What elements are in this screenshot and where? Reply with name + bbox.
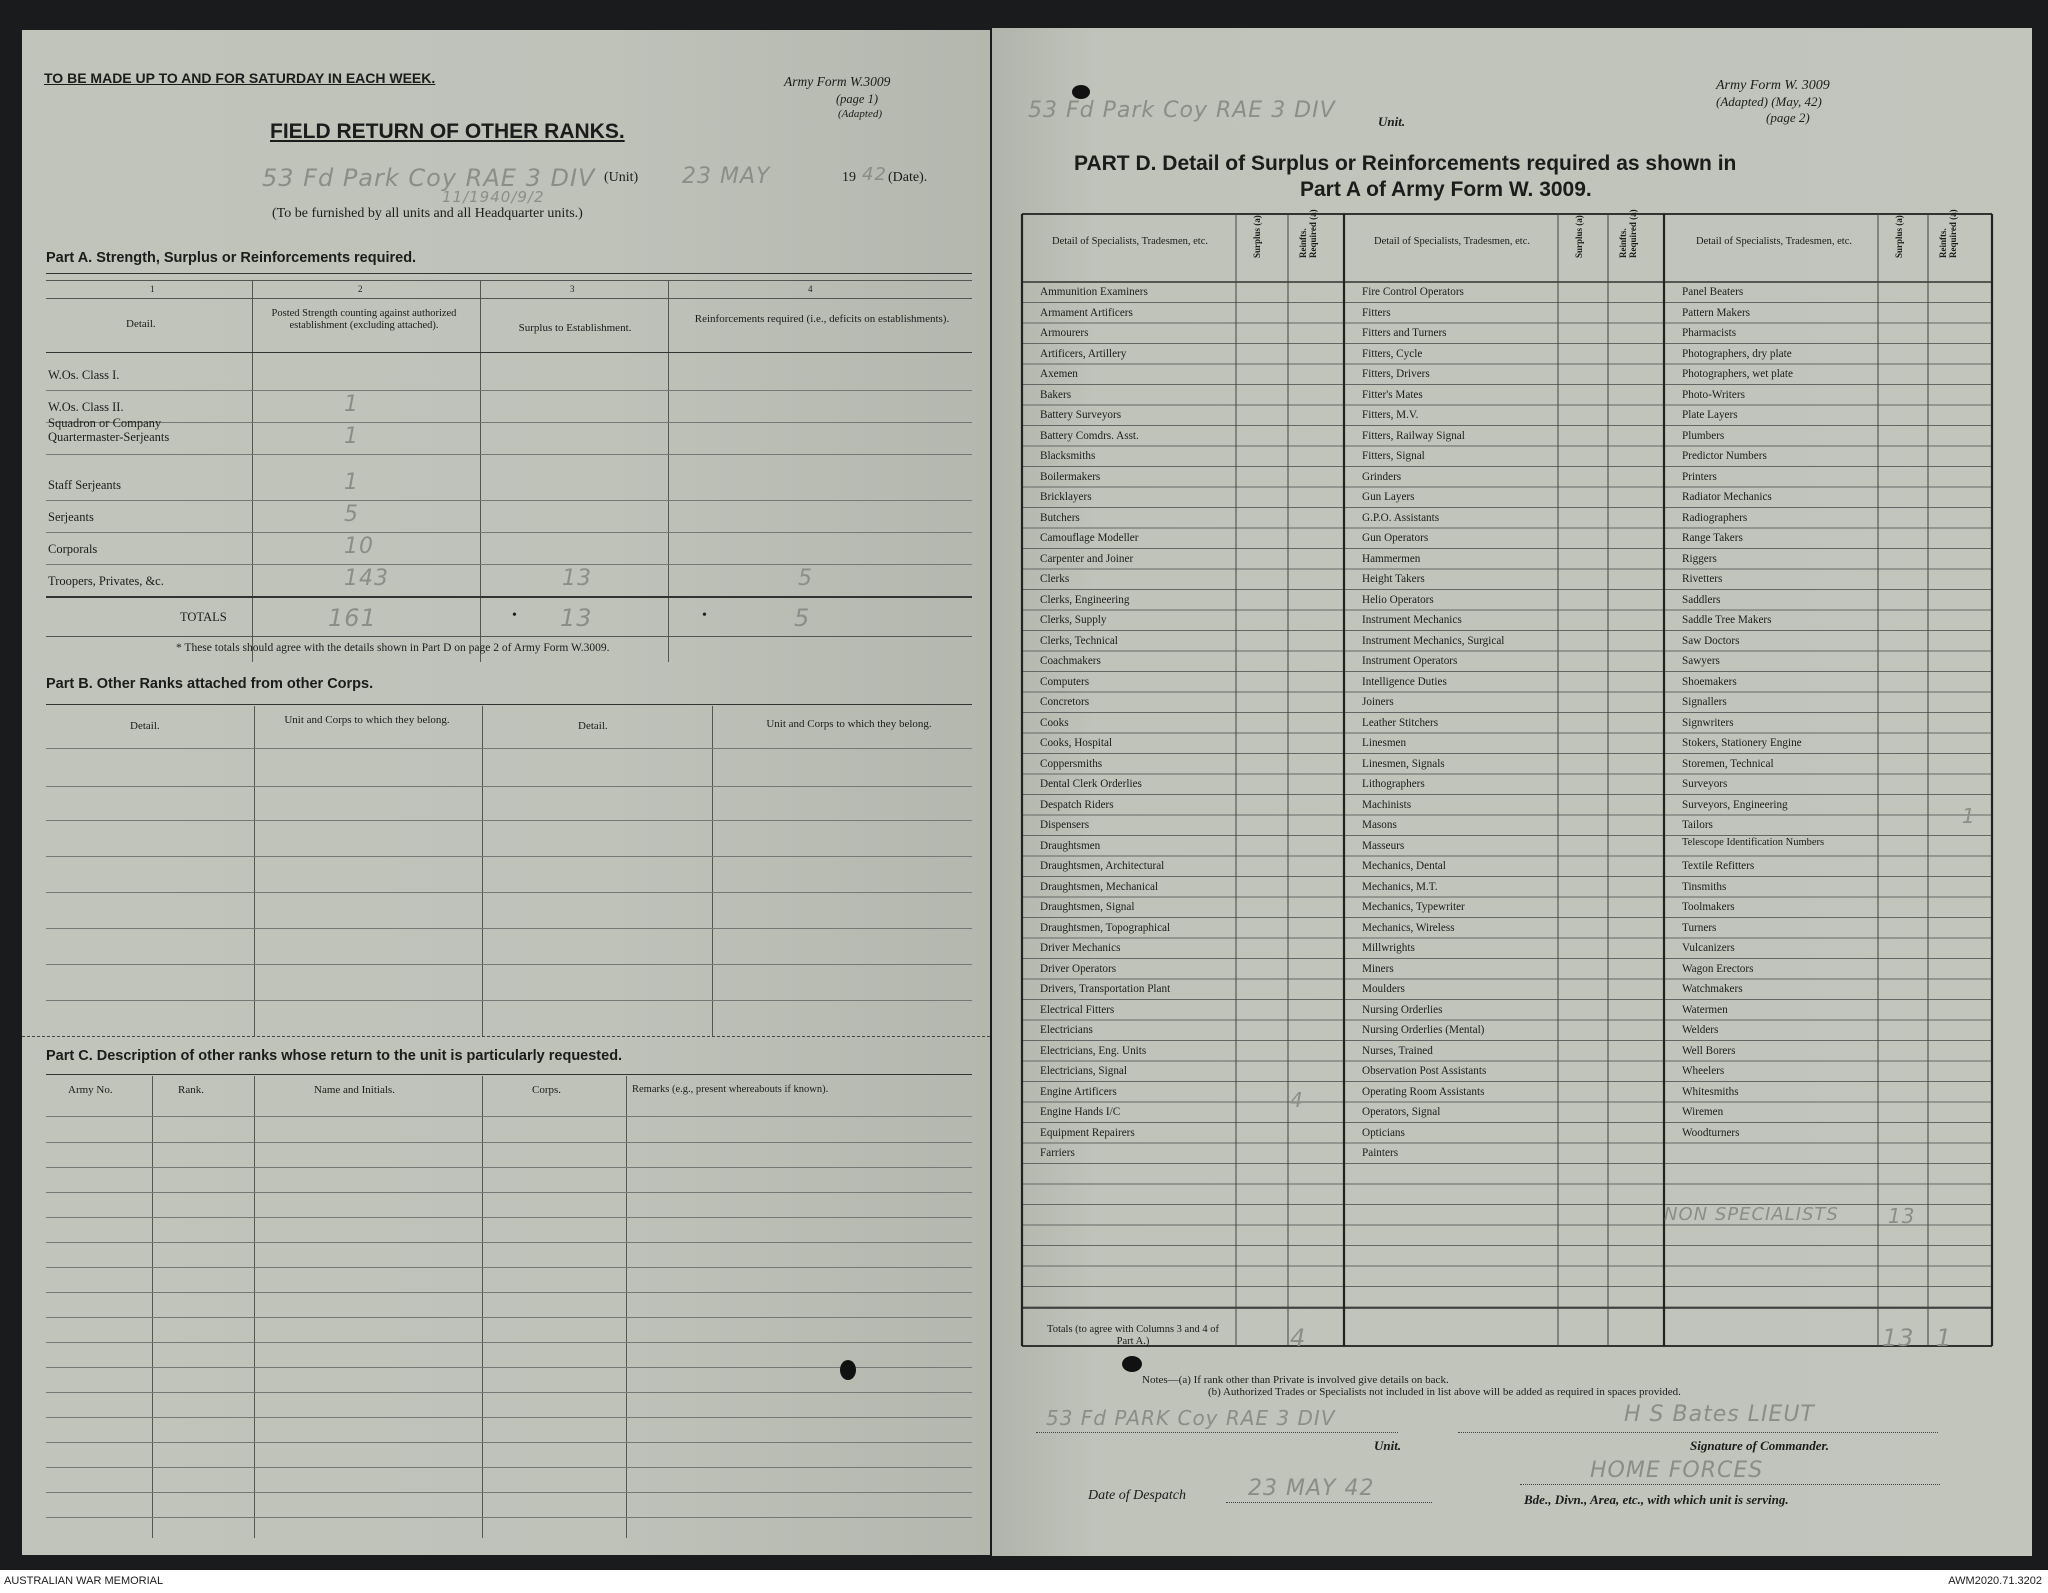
part-d-item-label: Stokers, Stationery Engine [1682, 737, 1802, 749]
part-d-item-label: Electrical Fitters [1040, 1003, 1115, 1016]
signature-label: Signature of Commander. [1690, 1438, 1830, 1453]
part-a-row-detail: Staff Serjeants [48, 478, 122, 492]
col-num-3: 3 [570, 284, 575, 294]
part-d-item-label: Masseurs [1362, 839, 1405, 852]
part-d-item-label: Fitters, Railway Signal [1362, 429, 1465, 442]
part-d-item-label: Camouflage Modeller [1040, 532, 1139, 544]
part-a-row-rule [46, 564, 972, 565]
part-d-totals-reinf-1: 4 [1290, 1324, 1307, 1352]
part-d-item-label: Moulders [1362, 983, 1405, 995]
part-d-item-label: Tinsmiths [1682, 880, 1727, 893]
part-d-item-label: Coppersmiths [1040, 757, 1103, 770]
part-d-item-label: Equipment Repairers [1040, 1126, 1135, 1139]
col-num-4: 4 [808, 284, 813, 294]
non-specialists-surplus: 13 [1888, 1204, 1916, 1228]
part-a-row-detail: W.Os. Class I. [48, 368, 120, 382]
part-a-top-rule-2 [46, 280, 972, 281]
signature-handwriting: H S Bates LIEUT [1624, 1402, 1815, 1427]
part-a-heading: Part A. Strength, Surplus or Reinforcements required. [46, 250, 417, 266]
part-a-row-reinf: 5 [798, 566, 813, 591]
part-d-item-label: Pattern Makers [1682, 306, 1751, 319]
date-handwriting: 23 MAY [682, 164, 771, 189]
part-d-item-label: Machinists [1362, 798, 1412, 811]
part-c-header-name: Name and Initials. [314, 1084, 395, 1096]
part-d-item-label: Watchmakers [1682, 983, 1743, 995]
part-a-row-posted: 1 [344, 424, 359, 449]
form-ref-right-3: (page 2) [1766, 110, 1810, 125]
part-d-item-label: Butchers [1040, 511, 1080, 524]
part-c-ruled-line [46, 1342, 972, 1343]
part-d-item-label: Plumbers [1682, 429, 1725, 442]
part-d-item-label: Whitesmiths [1682, 1085, 1739, 1098]
part-d-totals-label: Totals (to agree with Columns 3 and 4 of Part A.) [1047, 1324, 1219, 1347]
part-d-item-label: Instrument Mechanics [1362, 614, 1462, 626]
part-d-item-label: Clerks, Engineering [1040, 593, 1130, 606]
part-d-item-label: Cooks [1040, 716, 1069, 729]
page-title: FIELD RETURN OF OTHER RANKS. [270, 120, 625, 143]
part-d-item-label: Clerks [1040, 573, 1070, 585]
part-d-item-label: Drivers, Transportation Plant [1040, 983, 1171, 995]
part-a-row-posted: 10 [344, 534, 374, 559]
engine-artificers-reinf: 4 [1290, 1088, 1304, 1112]
part-a-row-detail: Squadron or Company Quartermaster-Serjeants [48, 416, 170, 444]
form-ref-line3: (Adapted) [838, 108, 882, 120]
part-d-item-label: Welders [1682, 1024, 1719, 1036]
part-a-row-posted: 5 [344, 502, 359, 527]
unit-handwriting-right: 53 Fd Park Coy RAE 3 DIV [1028, 98, 1336, 123]
part-d-header-surplus: Surplus (a) [1252, 215, 1262, 258]
stamp-handwriting: 11/1940/9/2 [442, 188, 545, 206]
part-d-item-label: Mechanics, Dental [1362, 860, 1446, 872]
part-d-header-surplus: Surplus (a) [1894, 215, 1904, 258]
part-d-item-label: Cooks, Hospital [1040, 737, 1113, 749]
part-a-row-detail: Corporals [48, 542, 98, 556]
notes-b: (b) Authorized Trades or Specialists not included in list above will be added as required in spaces provided. [1208, 1386, 1681, 1398]
year-prefix: 19 [842, 170, 856, 185]
part-a-top-rule [46, 273, 972, 274]
part-a-row-rule [46, 390, 972, 391]
top-instruction: TO BE MADE UP TO AND FOR SATURDAY IN EACH WEEK. [44, 70, 436, 86]
part-c-vline-3 [482, 1076, 483, 1538]
unit-label-right: Unit. [1378, 114, 1406, 129]
part-d-item-label: Boilermakers [1040, 470, 1101, 483]
part-d-item-label: Mechanics, M.T. [1362, 880, 1438, 893]
signature-line [1458, 1432, 1938, 1433]
part-d-item-label: Draughtsmen, Mechanical [1040, 880, 1159, 893]
part-d-item-label: Fitters, M.V. [1362, 409, 1419, 421]
unit-label: (Unit) [604, 170, 639, 185]
part-b-ruled-line [46, 820, 972, 821]
part-a-row-detail: Serjeants [48, 510, 94, 524]
part-c-top-rule [46, 1074, 972, 1075]
part-d-header-detail-3: Detail of Specialists, Tradesmen, etc. [1695, 236, 1852, 247]
part-d-item-label: Fitters [1362, 306, 1391, 319]
part-c-vline-1 [152, 1076, 153, 1538]
part-d-item-label: Linesmen, Signals [1362, 757, 1445, 770]
part-d-item-label: Photo-Writers [1682, 388, 1745, 401]
part-c-ruled-line [46, 1217, 972, 1218]
part-d-item-label: Electricians, Signal [1040, 1065, 1127, 1077]
part-d-item-label: Sawyers [1682, 655, 1720, 667]
part-d-item-label: Bricklayers [1040, 491, 1092, 503]
part-b-vline-2 [482, 706, 483, 1036]
part-d-item-label: Photographers, wet plate [1682, 368, 1793, 380]
part-a-row-rule [46, 500, 972, 501]
form-ref-right-2: (Adapted) (May, 42) [1716, 94, 1822, 109]
part-d-item-label: Toolmakers [1682, 901, 1735, 913]
part-d-item-label: Operators, Signal [1362, 1106, 1441, 1118]
part-d-item-label: Woodturners [1682, 1126, 1740, 1139]
part-a-totals-top [46, 596, 972, 598]
part-c-ruled-line [46, 1267, 972, 1268]
date-label: (Date). [888, 170, 928, 185]
part-d-item-label: Draughtsmen, Topographical [1040, 921, 1171, 934]
part-d-item-label: Hammermen [1362, 552, 1421, 565]
part-d-item-label: Draughtsmen, Architectural [1040, 860, 1165, 872]
part-d-item-label: Engine Hands I/C [1040, 1106, 1121, 1118]
part-c-ruled-line [46, 1242, 972, 1243]
part-d-item-label: Range Takers [1682, 532, 1743, 544]
part-d-item-label: Saddle Tree Makers [1682, 614, 1772, 626]
part-c-ruled-line [46, 1116, 972, 1117]
part-d-item-label: Dental Clerk Orderlies [1040, 778, 1142, 790]
part-d-item-label: Gun Operators [1362, 532, 1429, 544]
totals-reinf-star: • [702, 608, 707, 623]
despatch-line [1226, 1502, 1432, 1503]
part-d-item-label: Wagon Erectors [1682, 962, 1754, 975]
part-d-item-label: Height Takers [1362, 573, 1425, 585]
part-a-header-surplus: Surplus to Establishment. [518, 322, 632, 334]
part-d-item-label: Operating Room Assistants [1362, 1085, 1485, 1098]
part-d-totals-reinf-3: 1 [1936, 1324, 1953, 1352]
part-d-header-surplus: Surplus (a) [1574, 215, 1584, 258]
part-d-item-label: Mechanics, Typewriter [1362, 901, 1465, 913]
part-d-item-label: Rivetters [1682, 573, 1723, 585]
totals-surplus: 13 [560, 604, 593, 632]
part-d-item-label: Wheelers [1682, 1065, 1725, 1077]
part-d-item-label: Shoemakers [1682, 675, 1737, 688]
right-page [992, 28, 2032, 1556]
part-d-item-label: Storemen, Technical [1682, 757, 1774, 770]
part-d-item-label: Turners [1682, 921, 1717, 934]
despatch-handwriting: 23 MAY 42 [1248, 1476, 1375, 1501]
part-d-item-label: Despatch Riders [1040, 798, 1114, 811]
part-b-header-4: Unit and Corps to which they belong. [766, 718, 932, 730]
part-d-item-label: Painters [1362, 1147, 1399, 1159]
part-d-item-label: Surveyors [1682, 778, 1728, 790]
part-c-ruled-line [46, 1317, 972, 1318]
part-d-item-label: Fitter's Mates [1362, 388, 1423, 401]
part-c-ruled-line [46, 1467, 972, 1468]
part-b-heading: Part B. Other Ranks attached from other Corps. [46, 676, 374, 692]
part-d-item-label: Nursing Orderlies (Mental) [1362, 1024, 1485, 1036]
part-d-item-label: Concretors [1040, 696, 1090, 708]
part-d-item-label: Draughtsmen [1040, 839, 1101, 852]
part-d-item-label: Clerks, Technical [1040, 634, 1118, 647]
part-d-item-label: Nurses, Trained [1362, 1044, 1433, 1057]
part-c-vline-2 [254, 1076, 255, 1538]
part-d-item-label: Driver Operators [1040, 962, 1117, 975]
part-b-ruled-line [46, 964, 972, 965]
caption-right: AWM2020.71.3202 [1948, 1575, 2042, 1587]
signature-unit-handwriting: 53 Fd PARK Coy RAE 3 DIV [1046, 1406, 1336, 1430]
part-d-totals-surplus-3: 13 [1882, 1324, 1915, 1352]
part-c-header-army-no: Army No. [68, 1084, 113, 1096]
part-d-item-label: Ammunition Examiners [1040, 286, 1148, 298]
part-d-item-label: Masons [1362, 819, 1397, 831]
ink-blot-left [840, 1360, 856, 1380]
part-d-item-label: Mechanics, Wireless [1362, 921, 1455, 934]
part-d-item-label: Saddlers [1682, 593, 1721, 606]
part-d-item-label: Printers [1682, 470, 1717, 483]
part-d-item-label: Fire Control Operators [1362, 286, 1464, 298]
part-a-row-detail: W.Os. Class II. [48, 400, 124, 414]
part-b-header-2: Unit and Corps to which they belong. [284, 714, 450, 726]
part-a-vline-1 [252, 280, 253, 662]
part-b-header-3: Detail. [578, 720, 608, 732]
part-b-vline-3 [712, 706, 713, 1036]
part-b-top-rule [46, 704, 972, 705]
form-ref-line2: (page 1) [836, 92, 878, 106]
part-d-item-label: Artificers, Artillery [1040, 347, 1127, 360]
part-c-header-corps: Corps. [532, 1084, 562, 1096]
part-c-ruled-line [46, 1367, 972, 1368]
part-d-item-label: Draughtsmen, Signal [1040, 901, 1135, 913]
perforation-line [22, 1036, 990, 1037]
part-d-item-label: Textile Refitters [1682, 860, 1755, 872]
part-c-ruled-line [46, 1192, 972, 1193]
part-a-header-rule [46, 298, 972, 299]
part-d-title-line2: Part A of Army Form W. 3009. [1300, 178, 1592, 201]
part-d-item-label: Photographers, dry plate [1682, 347, 1792, 360]
part-d-item-label: Riggers [1682, 552, 1717, 565]
surveyors-eng-reinf: 1 [1962, 804, 1976, 828]
part-d-item-label: Pharmacists [1682, 327, 1737, 339]
archive-caption [0, 1571, 2048, 1593]
part-d-item-label: Bakers [1040, 388, 1072, 401]
part-a-row-rule [46, 454, 972, 455]
part-a-row-detail: Troopers, Privates, &c. [48, 574, 164, 588]
part-a-header-detail: Detail. [126, 318, 156, 330]
part-d-item-label: Clerks, Supply [1040, 614, 1107, 626]
part-d-item-label: Leather Stitchers [1362, 716, 1439, 729]
signature-unit-label: Unit. [1374, 1438, 1402, 1453]
part-d-item-label: Armourers [1040, 327, 1089, 339]
part-d-item-label: Telescope Identification Numbers [1682, 836, 1825, 848]
part-d-item-label: Carpenter and Joiner [1040, 552, 1134, 565]
part-d-item-label: Vulcanizers [1682, 942, 1735, 954]
part-a-row-surplus: 13 [562, 566, 592, 591]
part-d-item-label: Blacksmiths [1040, 450, 1096, 462]
part-d-item-label: Electricians, Eng. Units [1040, 1044, 1147, 1057]
part-d-item-label: Electricians [1040, 1024, 1093, 1036]
part-a-vline-2 [480, 280, 481, 662]
part-d-item-label: Radiator Mechanics [1682, 491, 1772, 503]
col-num-2: 2 [358, 284, 363, 294]
part-d-item-label: Nursing Orderlies [1362, 1003, 1443, 1016]
part-d-item-label: Saw Doctors [1682, 634, 1740, 647]
part-a-vline-3 [668, 280, 669, 662]
part-d-item-label: Radiographers [1682, 511, 1748, 524]
part-b-ruled-line [46, 1000, 972, 1001]
part-d-header-reinf: Reinfts. Required (a) [1618, 209, 1638, 258]
part-a-header-posted: Posted Strength counting against authorized establishment (excluding attached). [271, 308, 457, 331]
form-ref-right-1: Army Form W. 3009 [1716, 78, 1830, 93]
area-handwriting: HOME FORCES [1590, 1458, 1764, 1483]
left-page [22, 30, 990, 1555]
part-b-ruled-line [46, 786, 972, 787]
part-d-item-label: Battery Surveyors [1040, 409, 1122, 421]
part-d-item-label: Fitters, Drivers [1362, 368, 1430, 380]
part-d-item-label: Dispensers [1040, 819, 1090, 831]
part-c-ruled-line [46, 1517, 972, 1518]
part-d-item-label: Predictor Numbers [1682, 450, 1767, 462]
part-d-item-label: Instrument Operators [1362, 655, 1458, 667]
part-c-ruled-line [46, 1492, 972, 1493]
part-d-item-label: Panel Beaters [1682, 286, 1744, 298]
part-d-header-reinf: Reinfts. Required (a) [1298, 209, 1318, 258]
area-label: Bde., Divn., Area, etc., with which unit is serving. [1524, 1492, 1789, 1507]
part-c-header-remarks: Remarks (e.g., present whereabouts if known). [632, 1084, 829, 1095]
part-d-item-label: Battery Comdrs. Asst. [1040, 429, 1139, 442]
part-d-item-label: Millwrights [1362, 942, 1415, 954]
part-d-item-label: Tailors [1682, 819, 1713, 831]
part-c-ruled-line [46, 1167, 972, 1168]
part-d-item-label: Instrument Mechanics, Surgical [1362, 634, 1505, 647]
part-d-item-label: Miners [1362, 962, 1394, 975]
part-b-ruled-line [46, 928, 972, 929]
part-a-footnote: * These totals should agree with the details shown in Part D on page 2 of Army Form W.3009. [176, 642, 610, 654]
part-c-ruled-line [46, 1142, 972, 1143]
part-d-header-detail-1: Detail of Specialists, Tradesmen, etc. [1051, 236, 1208, 247]
part-d-item-label: Linesmen [1362, 737, 1407, 749]
part-d-item-label: Observation Post Assistants [1362, 1065, 1487, 1077]
part-c-vline-4 [626, 1076, 627, 1538]
part-d-item-label: Wiremen [1682, 1106, 1724, 1118]
part-d-item-label: Helio Operators [1362, 593, 1434, 606]
part-d-item-label: Fitters and Turners [1362, 327, 1447, 339]
part-b-ruled-line [46, 856, 972, 857]
part-d-item-label: Farriers [1040, 1147, 1075, 1159]
totals-surplus-star: • [512, 608, 517, 623]
part-b-ruled-line [46, 892, 972, 893]
part-d-header-detail-2: Detail of Specialists, Tradesmen, etc. [1373, 236, 1530, 247]
part-a-row-rule [46, 532, 972, 533]
part-d-item-label: Engine Artificers [1040, 1085, 1117, 1098]
part-d-item-label: Signallers [1682, 696, 1727, 708]
part-a-header-bottom [46, 352, 972, 353]
part-a-totals-bottom [46, 636, 972, 637]
part-d-header-reinf: Reinfts. Required (a) [1938, 209, 1958, 258]
part-d-item-label: Computers [1040, 675, 1090, 688]
part-b-vline-1 [254, 706, 255, 1036]
caption-left: AUSTRALIAN WAR MEMORIAL [4, 1575, 164, 1587]
part-d-item-label: Signwriters [1682, 716, 1734, 729]
totals-posted: 161 [328, 604, 377, 632]
furnish-note: (To be furnished by all units and all Headquarter units.) [272, 206, 583, 221]
area-line [1520, 1484, 1940, 1485]
col-num-1: 1 [150, 284, 155, 294]
part-c-ruled-line [46, 1392, 972, 1393]
part-d-item-label: Opticians [1362, 1126, 1405, 1139]
part-d-item-label: Lithographers [1362, 778, 1425, 790]
part-b-ruled-line [46, 748, 972, 749]
part-d-item-label: Surveyors, Engineering [1682, 798, 1788, 811]
part-d-item-label: Coachmakers [1040, 655, 1101, 667]
year-handwriting: 42 [862, 164, 887, 185]
part-a-row-posted: 143 [344, 566, 389, 591]
part-d-item-label: Driver Mechanics [1040, 942, 1121, 954]
notes-a: Notes—(a) If rank other than Private is involved give details on back. [1142, 1374, 1449, 1386]
part-d-item-label: G.P.O. Assistants [1362, 511, 1440, 524]
ink-blot-right [1122, 1356, 1142, 1372]
part-d-item-label: Axemen [1040, 368, 1078, 380]
part-d-item-label: Joiners [1362, 696, 1394, 708]
part-d-item-label: Grinders [1362, 470, 1402, 483]
part-d-item-label: Armament Artificers [1040, 306, 1133, 319]
part-c-header-rank: Rank. [178, 1084, 204, 1096]
part-d-item-label: Fitters, Cycle [1362, 347, 1423, 360]
part-c-ruled-line [46, 1442, 972, 1443]
form-ref-line1: Army Form W.3009 [784, 74, 891, 89]
part-d-item-label: Gun Layers [1362, 491, 1415, 503]
part-a-row-posted: 1 [344, 392, 359, 417]
non-specialists-label: NON SPECIALISTS [1664, 1204, 1839, 1225]
unit-handwriting: 53 Fd Park Coy RAE 3 DIV [262, 164, 596, 192]
part-a-row-posted: 1 [344, 470, 359, 495]
part-d-item-label: Watermen [1682, 1003, 1728, 1016]
part-d-item-label: Plate Layers [1682, 409, 1738, 421]
totals-label: TOTALS [180, 610, 227, 624]
part-c-heading: Part C. Description of other ranks whose return to the unit is particularly requested. [46, 1048, 623, 1064]
part-d-item-label: Fitters, Signal [1362, 450, 1425, 462]
part-d-item-label: Well Borers [1682, 1044, 1736, 1057]
part-d-item-label: Intelligence Duties [1362, 675, 1447, 688]
totals-reinf: 5 [794, 604, 811, 632]
signature-unit-line [1036, 1432, 1398, 1433]
part-a-header-reinf: Reinforcements required (i.e., deficits on establishments). [694, 313, 950, 325]
part-c-ruled-line [46, 1417, 972, 1418]
part-d-title-line1: PART D. Detail of Surplus or Reinforcements required as shown in [1074, 152, 1737, 175]
part-c-ruled-line [46, 1292, 972, 1293]
part-b-header-1: Detail. [130, 720, 160, 732]
despatch-label: Date of Despatch [1088, 1488, 1186, 1503]
